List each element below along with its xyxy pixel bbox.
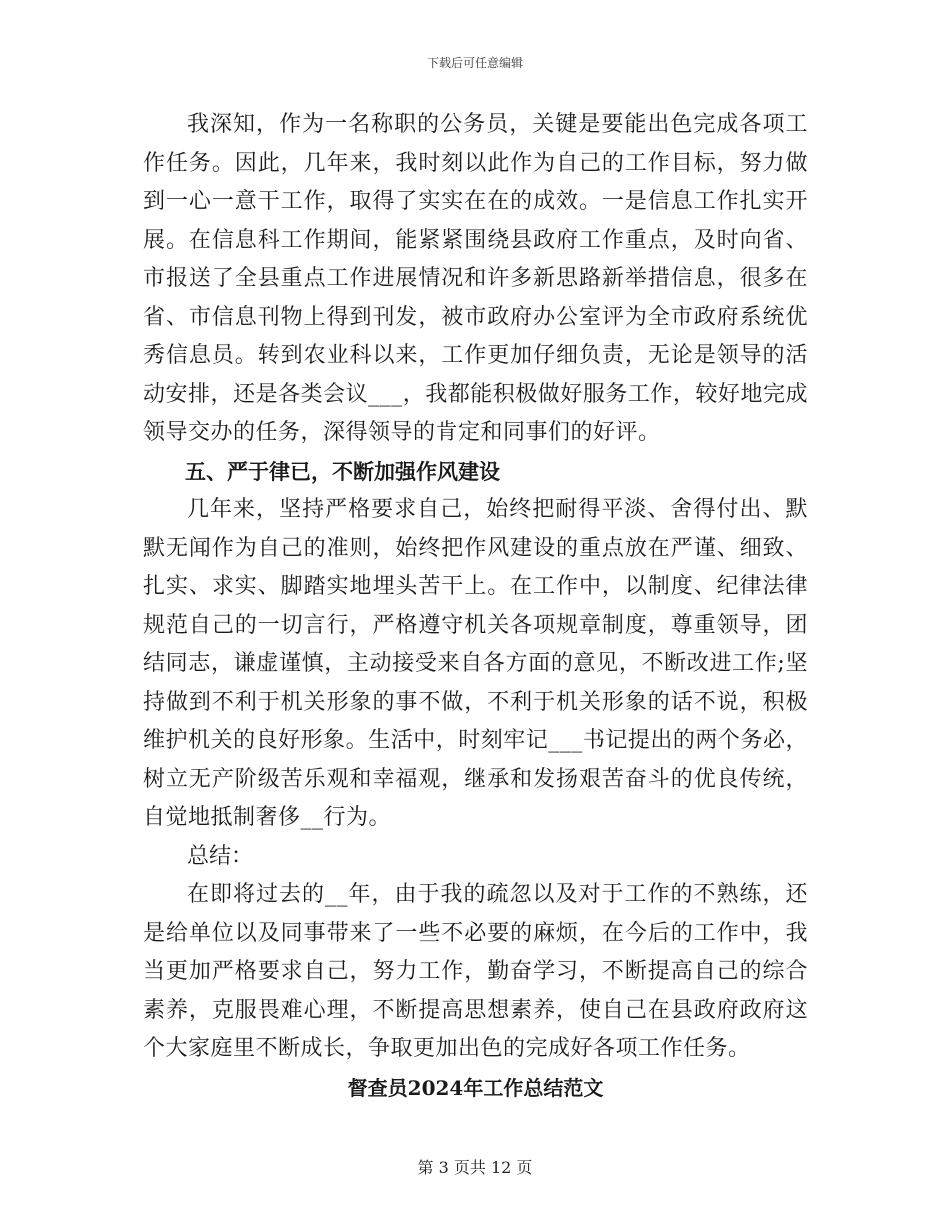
paragraph-work-achievements: 我深知，作为一名称职的公务员，关键是要能出色完成各项工作任务。因此，几年来，我时刻以此作为自己的工作目标，努力做到一心一意干工作，取得了实实在在的成效。一是信息工作扎实开展。在信息科工作期间，能紧紧围绕县政府工作重点，及时向省、市报送了全县重点工作进展情况和许多新思路新举措信息，很多在省、市信息刊物上得到刊发，被市政府办公室评为全市政府系统优秀信息员。转到农业科以来，工作更加仔细负责，无论是领导的活动安排，还是各类会议___，我都能积极做好服务工作，较好地完成领导交办的任务，深得领导的肯定和同事们的好评。 [143,112,808,445]
paragraph-work-style: 几年来，坚持严格要求自己，始终把耐得平淡、舍得付出、默默无闻作为自己的准则，始终把作风建设的重点放在严谨、细致、扎实、求实、脚踏实地埋头苦干上。在工作中，以制度、纪律法律规范自己的一切言行，严格遵守机关各项规章制度，尊重领导，团结同志，谦虚谨慎，主动接受来自各方面的意见，不断改进工作;坚持做到不利于机关形象的事不做，不利于机关形象的话不说，积极维护机关的良好形象。生活中，时刻牢记___书记提出的两个务必，树立无产阶级苦乐观和幸福观，继承和发扬艰苦奋斗的优良传统，自觉地抵制奢侈__行为。 [143,497,808,830]
document-body [143,106,808,1107]
paragraph-summary: 在即将过去的__年，由于我的疏忽以及对于工作的不熟练，还是给单位以及同事带来了一些不必要的麻烦，在今后的工作中，我当更加严格要求自己，努力工作，勤奋学习，不断提高自己的综合素养，克服畏难心理，不断提高思想素养，使自己在县政府政府这个大家庭里不断成长，争取更加出色的完成好各项工作任务。 [143,882,808,1061]
summary-label: 总结： [187,843,254,869]
page-footer: 第 3 页共 12 页 [417,1158,533,1177]
section-heading-five: 五、严于律已，不断加强作风建设 [185,458,500,484]
header-note: 下载后可任意编辑 [426,56,523,70]
document-title: 督查员2024年工作总结范文 [347,1075,604,1100]
